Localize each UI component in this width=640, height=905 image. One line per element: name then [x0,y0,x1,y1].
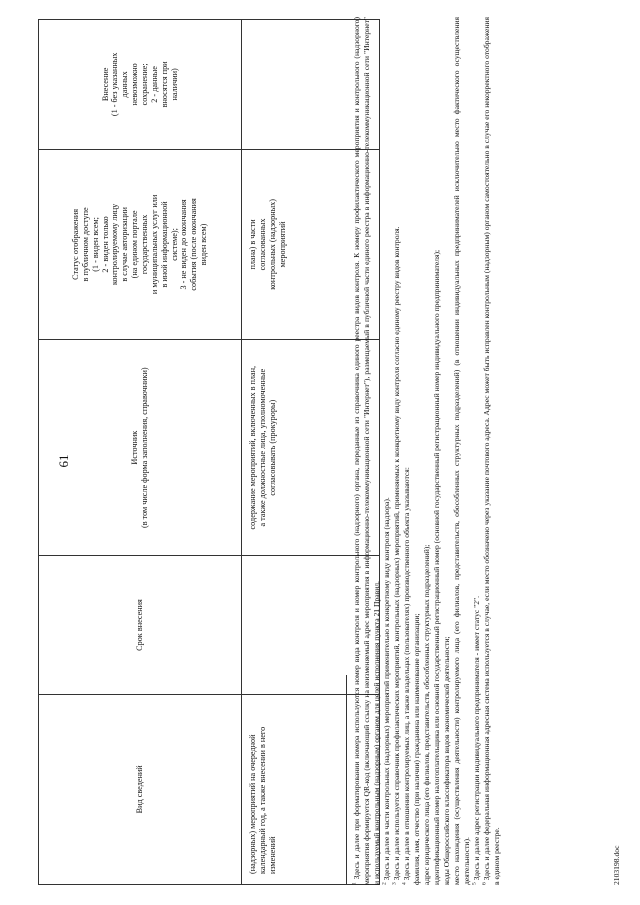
header-status-line: в публичном доступе [80,207,90,282]
header-source-line: (в том числе форма заполнения, справочники) [140,367,149,528]
footnote [402,17,412,885]
row-status-line: мероприятий [277,221,287,268]
header-kind: Вид сведений [39,694,242,884]
footnote [392,17,402,885]
footnote-item [432,17,442,885]
row-source-line: содержание мероприятий, включенных в план, [248,365,257,530]
row-status-line: согласованных [257,218,267,271]
footnote-marker: 5 [471,882,478,885]
data-table [38,19,380,885]
table-header-row [39,20,242,885]
footnote-text: Здесь и далее в отношении контролируемых лиц, а также владельцах (пользователях) производственного объекта указываются: [402,467,412,881]
header-status-line: Статус отображения [71,208,81,280]
header-status-line: контролируемому лицу [110,203,120,286]
header-status [39,149,242,339]
row-kind-line: (надзорных) мероприятий на очередной [248,734,257,874]
footnote-text: коды Общероссийского классификатора видов экономической деятельности; [442,636,452,885]
header-status-line: в случае авторизации [120,207,130,282]
footnotes [352,17,502,885]
header-source-line: Источник [130,430,140,465]
row-kind-line: календарный год, а также внесении в него [257,726,267,874]
footnote-marker: 2 [381,882,388,885]
header-status-line: 2 - виден только [100,216,110,273]
footnote [352,17,382,885]
row-source-line: а также должностные лица, уполномоченные [257,368,267,527]
header-term: Срок внесения [39,556,242,694]
document-code: 2103198.doc [612,845,621,885]
header-status-line: виден всем) [199,223,209,266]
footnote-text: место нахождения (осуществления деятельности) контролируемого лица (его филиалов, представительств, обособленных структурных подразделений) (в отношении индивидуальных предпринимателей исключительно место фактического осуществления деятельности). [452,17,472,885]
header-status-line: и муниципальных услуг или [149,194,159,295]
footnote-item [452,17,472,885]
row-kind-line: изменений [267,836,277,874]
footnote-text: Здесь и далее используется справочник профилактических мероприятий, контрольных (надзорных) мероприятий, применяемых к конкретному виду контроля согласно единому реестру видов контроля. [392,226,402,881]
footnote-marker: 1 [351,882,358,885]
footnote-text: идентификационный номер налогоплательщика или основной государственный регистрационный номер (основной государственный регистрационный номер индивидуального предпринимателя); [432,249,442,885]
footnote-text: Здесь и далее в части контрольных (надзорных) мероприятий применительно к конкретному виду контроля (надзора). [382,497,392,881]
header-entry-line: 2 - данные [149,66,159,103]
header-entry-line: сохранение; [140,63,149,106]
footnote-text: Здесь и далее адрес регистрации индивидуального предпринимателя - имеет статус "2". [472,595,482,881]
header-status-line: системе); [169,228,179,261]
footnote-text: адрес юридического лица (его филиалов, представительств, обособленных структурных подразделений); [422,544,432,885]
footnote-item [412,17,422,885]
header-status-line: (на едином портале [130,210,140,279]
footnote-divider [346,675,347,885]
footnote-text: Здесь и далее при форматировании номера используются номер вида контроля и номер контрольного (надзорного) органа, переданные из справочника единого реестра видов контроля. К номеру профилактического мероприятия и контрольного (надзорного) мероприятия формируется QR-код (включающий ссылку на неизменяемый адрес мероприятия в информационно-телекоммуникационной сети "Интернет"), размещаемый в публичной части единого реестра в информационно-телекоммуникационной сети "Интернет" и используемый контрольным (надзорным) органом для целей исполнения пункта 21 Правил. [352,17,382,885]
header-entry [39,20,242,150]
footnote [472,17,482,885]
header-status-line: события (после окончания [189,198,199,291]
footnote [482,17,502,885]
header-entry-line: Внесение [100,67,110,102]
footnote-text: фамилия, имя, отчество (при наличии) гражданина или наименование организации; [412,613,422,885]
footnote-item [422,17,432,885]
row-status-line: контрольных (надзорных) [267,199,277,290]
footnote [382,17,392,885]
header-entry-line: вносятся при [159,61,169,108]
footnote-marker: 6 [481,882,488,885]
header-entry-line: данных [120,71,130,98]
header-status-line: государственных [140,214,149,275]
row-source-line: согласовывать (прокуроры) [267,399,277,496]
header-entry-line: (1 - без указанных [110,52,120,117]
footnote-marker: 3 [391,882,398,885]
header-source [39,340,242,556]
page-number: 61 [56,454,71,468]
header-status-line: в иной информационной [159,201,169,288]
footnote-text: Здесь и далее федеральная информационная адресная система используется в случае, если место обозначено через указание почтового адреса. Адрес может быть исправлен контрольным (надзорным) органом самостоятельно в случае его некорректного отображения в едином реестре. [482,17,502,885]
header-entry-line: невозможно [130,63,140,106]
footnote-marker: 4 [401,882,408,885]
header-status-line: (1 - виден всем; [90,217,100,272]
header-entry-line: наличии) [169,68,179,101]
footnote-item [442,17,452,885]
row-status-line: плана) в части [248,219,257,270]
header-status-line: 3 - не виден до окончания [179,199,189,290]
